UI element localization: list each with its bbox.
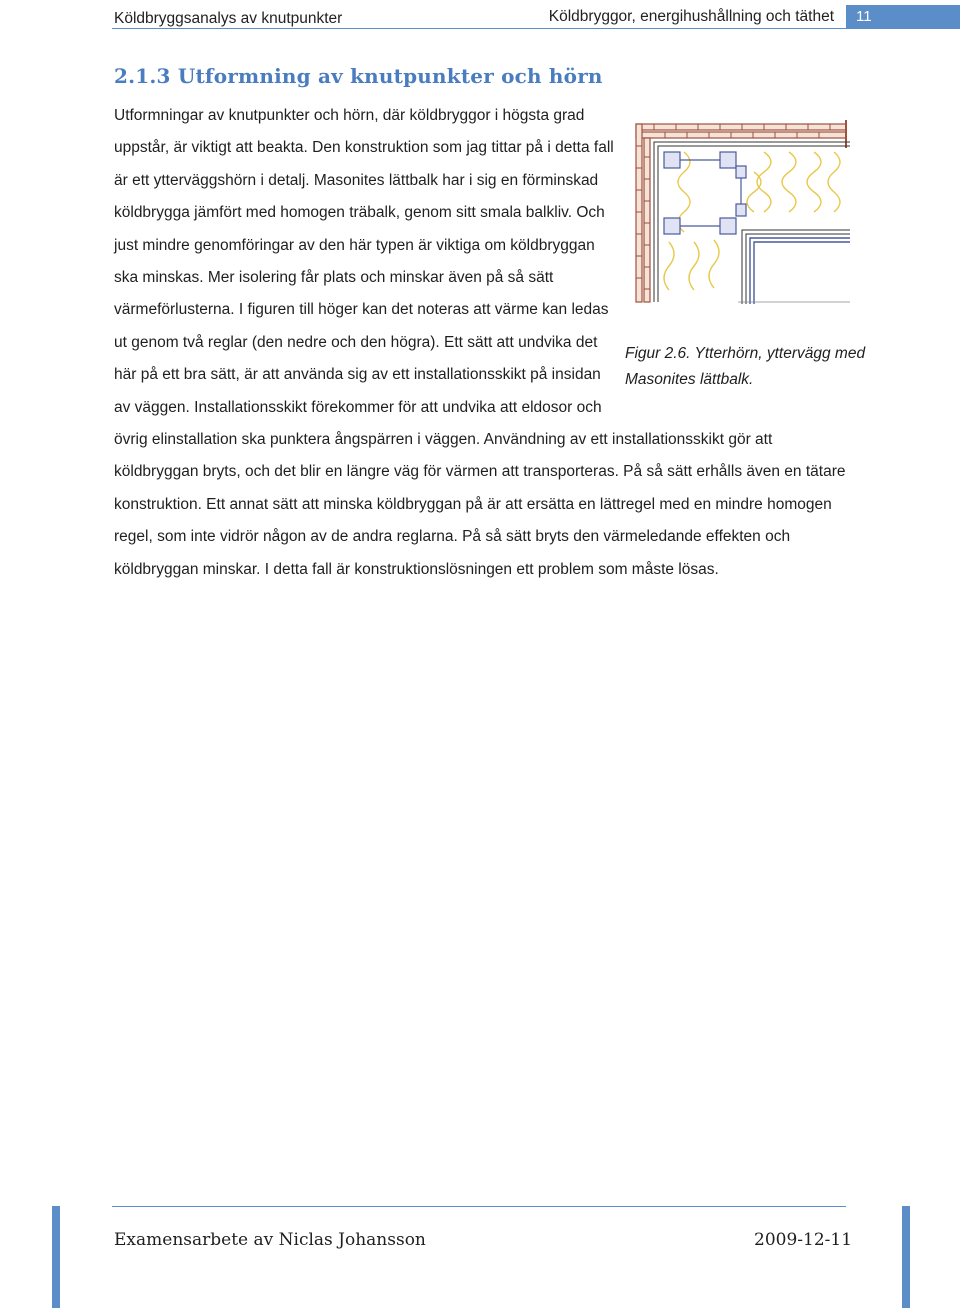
wall-corner-figure: [624, 112, 850, 304]
figure-caption: [625, 341, 865, 393]
figure-caption-line1: Figur 2.6. Ytterhörn, yttervägg med: [625, 345, 866, 362]
footer-right-bar: [902, 1206, 910, 1308]
body-paragraph: Utformningar av knutpunkter och hörn, där köldbryggor i högsta grad uppstår, är viktigt att beakta. Den konstruktion som jag tittar på i detta fall är ett ytterväggshörn i detalj. Masonites lättbalk har i sig en förminskad köldbrygga jämfört med homogen träbalk, genom sitt smala balkliv. Och just mindre genomföringar av den här typen är viktiga om köldbryggan ska minskas. Mer isolering får plats och minskar även på så sätt värmeförlusterna. I figuren till höger kan det noteras att värme kan ledas ut genom två reglar (den nedre och den högra). Ett sätt att undvika det här på ett bra sätt, är att använda sig av ett installationsskikt på insidan av väggen. Installationsskikt förekommer för att undvika att eldosor och övrig elinstallation ska punktera ångspärren i väggen. Användning av ett installationsskikt gör att köldbryggan bryts, och det blir en längre väg för värmen att transporteras. På så sätt erhålls även en tätare konstruktion. Ett annat sätt att minska köldbryggan på är att ersätta en lättregel med en mindre homogen regel, som inte vidrör någon av de andra reglarna. På så sätt bryts den värmeledande effekten och köldbryggan minskar. I detta fall är konstruktionslösningen ett problem som måste lösas.: [114, 107, 846, 578]
footer-author: Examensarbete av Niclas Johansson: [114, 1230, 426, 1250]
header-document-title: Köldbryggsanalys av knutpunkter: [114, 10, 343, 27]
header-chapter-title: Köldbryggor, energihushållning och täthet: [548, 8, 834, 25]
footer-left-bar: [52, 1206, 60, 1308]
figure-caption-line2: Masonites lättbalk.: [625, 371, 754, 388]
section-heading: 2.1.3 Utformning av knutpunkter och hörn: [114, 64, 603, 88]
header-divider: [112, 28, 846, 29]
page-number: 11: [846, 5, 960, 29]
footer-date: 2009-12-11: [754, 1230, 853, 1250]
footer-divider: [112, 1206, 846, 1207]
